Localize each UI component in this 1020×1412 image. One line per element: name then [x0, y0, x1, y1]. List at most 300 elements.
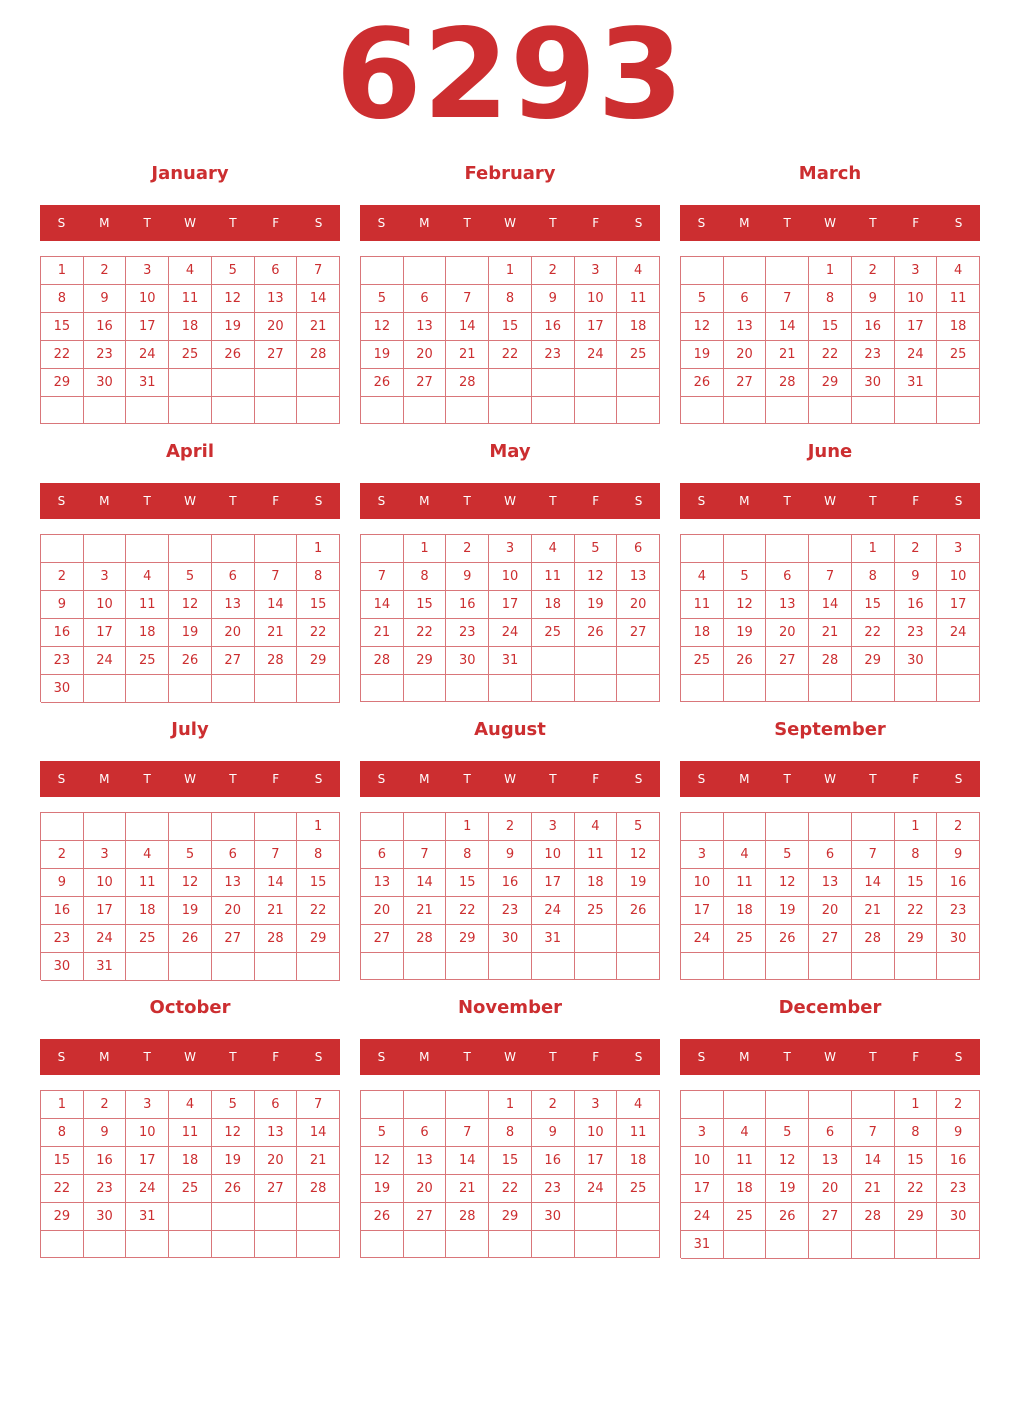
weekday-label: M — [739, 772, 750, 786]
day-cell: 24 — [681, 1203, 724, 1231]
day-cell: 30 — [532, 1203, 575, 1231]
day-cell: 5 — [575, 535, 618, 563]
day-cell: 15 — [41, 313, 84, 341]
day-cell: 30 — [937, 1203, 980, 1231]
day-cell: 28 — [255, 925, 298, 953]
empty-cell — [766, 257, 809, 285]
empty-cell — [446, 257, 489, 285]
weekday-label: M — [419, 494, 430, 508]
day-cell: 26 — [361, 369, 404, 397]
empty-cell — [169, 953, 212, 981]
day-cell: 26 — [766, 1203, 809, 1231]
weekday-label: T — [869, 772, 877, 786]
month-april — [40, 438, 340, 708]
empty-cell — [212, 397, 255, 424]
day-cell: 7 — [809, 563, 852, 591]
day-cell: 30 — [84, 369, 127, 397]
empty-cell — [361, 1091, 404, 1119]
day-cell: 18 — [532, 591, 575, 619]
day-cell: 5 — [169, 841, 212, 869]
month-name: April — [165, 441, 215, 462]
month-name: October — [149, 997, 231, 1018]
day-cell: 21 — [852, 897, 895, 925]
day-cell: 11 — [169, 1119, 212, 1147]
empty-cell — [212, 675, 255, 703]
empty-cell — [489, 1231, 532, 1258]
day-cell: 6 — [617, 535, 660, 563]
day-cell: 23 — [41, 925, 84, 953]
day-cell: 17 — [126, 313, 169, 341]
day-cell: 11 — [126, 591, 169, 619]
empty-cell — [212, 813, 255, 841]
day-cell: 23 — [446, 619, 489, 647]
day-cell: 5 — [766, 1119, 809, 1147]
empty-cell — [681, 675, 724, 702]
empty-cell — [532, 647, 575, 675]
day-cell: 7 — [446, 1119, 489, 1147]
day-cell: 19 — [212, 313, 255, 341]
weekday-label: M — [99, 1050, 110, 1064]
weekday-label: S — [634, 494, 643, 508]
day-cell: 18 — [681, 619, 724, 647]
weekday-label: T — [869, 494, 877, 508]
day-cell: 12 — [169, 869, 212, 897]
day-grid — [40, 1090, 340, 1258]
empty-cell — [724, 257, 767, 285]
day-cell: 27 — [212, 925, 255, 953]
day-cell: 5 — [361, 285, 404, 313]
day-cell: 2 — [489, 813, 532, 841]
day-cell: 9 — [532, 1119, 575, 1147]
weekday-label: S — [697, 216, 706, 230]
day-cell: 5 — [361, 1119, 404, 1147]
weekday-label: W — [504, 772, 516, 786]
day-cell: 14 — [446, 313, 489, 341]
weekday-label: F — [912, 1050, 920, 1064]
empty-cell — [41, 1231, 84, 1258]
empty-cell — [532, 675, 575, 702]
day-cell: 26 — [169, 647, 212, 675]
weekday-label: S — [314, 216, 323, 230]
day-cell: 14 — [404, 869, 447, 897]
day-cell: 28 — [852, 925, 895, 953]
day-cell: 22 — [895, 1175, 938, 1203]
day-cell: 7 — [446, 285, 489, 313]
weekday-label: T — [143, 772, 151, 786]
day-cell: 12 — [617, 841, 660, 869]
day-grid — [360, 534, 660, 702]
day-cell: 25 — [532, 619, 575, 647]
empty-cell — [532, 397, 575, 424]
day-cell: 20 — [255, 1147, 298, 1175]
empty-cell — [617, 369, 660, 397]
empty-cell — [446, 953, 489, 980]
weekday-header — [680, 483, 980, 519]
day-cell: 3 — [681, 1119, 724, 1147]
day-cell: 27 — [617, 619, 660, 647]
day-cell: 2 — [937, 1091, 980, 1119]
day-cell: 15 — [895, 1147, 938, 1175]
day-cell: 17 — [895, 313, 938, 341]
weekday-label: T — [463, 216, 471, 230]
day-cell: 3 — [126, 1091, 169, 1119]
day-cell: 29 — [404, 647, 447, 675]
empty-cell — [617, 925, 660, 953]
empty-cell — [809, 535, 852, 563]
weekday-label: S — [634, 1050, 643, 1064]
day-cell: 23 — [532, 1175, 575, 1203]
day-cell: 22 — [446, 897, 489, 925]
weekday-label: T — [143, 216, 151, 230]
day-cell: 23 — [41, 647, 84, 675]
day-cell: 21 — [446, 341, 489, 369]
weekday-label: S — [57, 494, 66, 508]
empty-cell — [404, 675, 447, 702]
day-cell: 30 — [41, 675, 84, 703]
weekday-header — [360, 761, 660, 797]
empty-cell — [724, 813, 767, 841]
day-cell: 10 — [937, 563, 980, 591]
day-cell: 30 — [937, 925, 980, 953]
day-cell: 15 — [404, 591, 447, 619]
day-cell: 14 — [297, 1119, 340, 1147]
day-cell: 15 — [41, 1147, 84, 1175]
day-cell: 23 — [532, 341, 575, 369]
empty-cell — [852, 1091, 895, 1119]
month-may — [360, 438, 660, 708]
day-cell: 28 — [404, 925, 447, 953]
day-cell: 21 — [297, 1147, 340, 1175]
day-cell: 3 — [681, 841, 724, 869]
day-cell: 11 — [724, 1147, 767, 1175]
weekday-label: S — [377, 1050, 386, 1064]
day-cell: 9 — [489, 841, 532, 869]
empty-cell — [404, 1231, 447, 1258]
month-march — [680, 160, 980, 430]
day-cell: 21 — [361, 619, 404, 647]
day-cell: 4 — [126, 563, 169, 591]
day-cell: 12 — [212, 285, 255, 313]
weekday-header — [360, 1039, 660, 1075]
day-cell: 20 — [255, 313, 298, 341]
empty-cell — [575, 397, 618, 424]
day-cell: 1 — [489, 1091, 532, 1119]
day-cell: 19 — [766, 897, 809, 925]
weekday-header — [680, 205, 980, 241]
day-cell: 12 — [361, 1147, 404, 1175]
month-july — [40, 716, 340, 986]
empty-cell — [766, 675, 809, 702]
day-cell: 8 — [895, 1119, 938, 1147]
day-cell: 6 — [361, 841, 404, 869]
weekday-label: T — [229, 1050, 237, 1064]
day-cell: 15 — [446, 869, 489, 897]
weekday-label: T — [549, 494, 557, 508]
day-cell: 2 — [84, 1091, 127, 1119]
day-cell: 6 — [724, 285, 767, 313]
day-cell: 25 — [169, 341, 212, 369]
weekday-label: S — [377, 216, 386, 230]
day-cell: 25 — [126, 925, 169, 953]
empty-cell — [937, 397, 980, 424]
day-cell: 27 — [255, 1175, 298, 1203]
empty-cell — [126, 535, 169, 563]
weekday-label: W — [504, 494, 516, 508]
day-cell: 3 — [126, 257, 169, 285]
empty-cell — [169, 675, 212, 703]
day-cell: 30 — [852, 369, 895, 397]
empty-cell — [361, 675, 404, 702]
day-cell: 9 — [532, 285, 575, 313]
day-cell: 27 — [766, 647, 809, 675]
weekday-label: S — [314, 1050, 323, 1064]
weekday-label: S — [697, 494, 706, 508]
empty-cell — [617, 397, 660, 424]
month-name: March — [798, 163, 862, 184]
day-cell: 24 — [84, 925, 127, 953]
day-cell: 21 — [297, 313, 340, 341]
day-cell: 2 — [532, 1091, 575, 1119]
day-cell: 10 — [681, 869, 724, 897]
day-cell: 29 — [41, 369, 84, 397]
day-cell: 15 — [297, 869, 340, 897]
day-cell: 15 — [852, 591, 895, 619]
empty-cell — [617, 1203, 660, 1231]
day-cell: 14 — [255, 591, 298, 619]
day-cell: 2 — [446, 535, 489, 563]
month-august — [360, 716, 660, 986]
day-cell: 27 — [255, 341, 298, 369]
day-cell: 6 — [404, 285, 447, 313]
day-cell: 28 — [852, 1203, 895, 1231]
empty-cell — [766, 813, 809, 841]
empty-cell — [809, 1091, 852, 1119]
day-cell: 7 — [404, 841, 447, 869]
empty-cell — [895, 675, 938, 702]
weekday-header — [40, 483, 340, 519]
weekday-label: F — [272, 772, 280, 786]
weekday-label: F — [272, 494, 280, 508]
day-cell: 24 — [489, 619, 532, 647]
day-cell: 12 — [766, 869, 809, 897]
empty-cell — [212, 369, 255, 397]
weekday-label: F — [592, 494, 600, 508]
weekday-label: W — [824, 1050, 836, 1064]
day-cell: 24 — [84, 647, 127, 675]
empty-cell — [255, 1231, 298, 1258]
weekday-label: S — [634, 772, 643, 786]
day-cell: 23 — [84, 1175, 127, 1203]
day-cell: 4 — [724, 1119, 767, 1147]
weekday-label: W — [824, 216, 836, 230]
day-cell: 16 — [84, 1147, 127, 1175]
empty-cell — [84, 397, 127, 424]
weekday-label: T — [549, 1050, 557, 1064]
empty-cell — [297, 953, 340, 981]
day-cell: 28 — [809, 647, 852, 675]
day-cell: 6 — [212, 841, 255, 869]
day-cell: 22 — [297, 897, 340, 925]
day-cell: 16 — [895, 591, 938, 619]
empty-cell — [575, 1231, 618, 1258]
empty-cell — [617, 675, 660, 702]
day-cell: 30 — [489, 925, 532, 953]
empty-cell — [681, 257, 724, 285]
day-cell: 8 — [404, 563, 447, 591]
day-cell: 4 — [169, 1091, 212, 1119]
day-cell: 17 — [489, 591, 532, 619]
empty-cell — [852, 675, 895, 702]
empty-cell — [532, 1231, 575, 1258]
weekday-label: S — [57, 772, 66, 786]
month-november — [360, 994, 660, 1264]
weekday-label: T — [783, 216, 791, 230]
weekday-label: S — [57, 216, 66, 230]
day-cell: 21 — [255, 619, 298, 647]
day-cell: 16 — [84, 313, 127, 341]
day-grid — [40, 812, 340, 980]
empty-cell — [446, 1091, 489, 1119]
month-name: December — [778, 997, 882, 1018]
weekday-label: F — [912, 216, 920, 230]
empty-cell — [489, 953, 532, 980]
empty-cell — [937, 675, 980, 702]
day-cell: 17 — [937, 591, 980, 619]
day-cell: 11 — [937, 285, 980, 313]
day-cell: 30 — [41, 953, 84, 981]
day-cell: 25 — [169, 1175, 212, 1203]
day-cell: 24 — [532, 897, 575, 925]
empty-cell — [212, 1231, 255, 1258]
empty-cell — [937, 953, 980, 980]
day-cell: 23 — [852, 341, 895, 369]
day-cell: 1 — [809, 257, 852, 285]
empty-cell — [169, 535, 212, 563]
empty-cell — [446, 1231, 489, 1258]
empty-cell — [255, 675, 298, 703]
day-cell: 22 — [41, 341, 84, 369]
day-cell: 21 — [404, 897, 447, 925]
empty-cell — [681, 535, 724, 563]
empty-cell — [126, 953, 169, 981]
weekday-label: S — [954, 1050, 963, 1064]
empty-cell — [766, 953, 809, 980]
month-name: August — [474, 719, 546, 740]
weekday-label: M — [739, 494, 750, 508]
day-cell: 15 — [489, 313, 532, 341]
day-cell: 28 — [766, 369, 809, 397]
day-cell: 20 — [212, 619, 255, 647]
day-cell: 13 — [809, 1147, 852, 1175]
day-cell: 19 — [617, 869, 660, 897]
day-cell: 9 — [41, 591, 84, 619]
day-cell: 3 — [575, 1091, 618, 1119]
day-cell: 18 — [937, 313, 980, 341]
day-cell: 5 — [212, 257, 255, 285]
day-cell: 18 — [617, 1147, 660, 1175]
day-cell: 11 — [617, 285, 660, 313]
empty-cell — [361, 397, 404, 424]
weekday-label: T — [463, 1050, 471, 1064]
day-cell: 31 — [895, 369, 938, 397]
day-cell: 3 — [84, 563, 127, 591]
day-cell: 14 — [852, 1147, 895, 1175]
day-cell: 26 — [724, 647, 767, 675]
month-february — [360, 160, 660, 430]
day-cell: 13 — [404, 313, 447, 341]
empty-cell — [937, 647, 980, 675]
empty-cell — [489, 397, 532, 424]
day-cell: 8 — [489, 285, 532, 313]
weekday-label: S — [377, 494, 386, 508]
day-cell: 8 — [489, 1119, 532, 1147]
day-cell: 29 — [895, 925, 938, 953]
day-cell: 3 — [575, 257, 618, 285]
day-cell: 14 — [446, 1147, 489, 1175]
weekday-label: F — [912, 772, 920, 786]
day-cell: 26 — [361, 1203, 404, 1231]
day-cell: 18 — [724, 897, 767, 925]
empty-cell — [41, 535, 84, 563]
empty-cell — [766, 1231, 809, 1259]
weekday-label: S — [314, 494, 323, 508]
day-cell: 19 — [681, 341, 724, 369]
day-cell: 6 — [809, 841, 852, 869]
day-grid — [680, 534, 980, 702]
day-cell: 18 — [126, 897, 169, 925]
empty-cell — [169, 369, 212, 397]
empty-cell — [809, 813, 852, 841]
day-cell: 16 — [532, 313, 575, 341]
day-grid — [680, 256, 980, 424]
weekday-label: T — [869, 216, 877, 230]
empty-cell — [895, 1231, 938, 1259]
empty-cell — [404, 397, 447, 424]
day-cell: 27 — [724, 369, 767, 397]
day-cell: 7 — [297, 257, 340, 285]
day-cell: 9 — [41, 869, 84, 897]
day-cell: 19 — [169, 897, 212, 925]
day-cell: 20 — [361, 897, 404, 925]
day-cell: 16 — [852, 313, 895, 341]
day-cell: 1 — [489, 257, 532, 285]
empty-cell — [404, 1091, 447, 1119]
empty-cell — [297, 369, 340, 397]
weekday-header — [360, 483, 660, 519]
day-cell: 26 — [169, 925, 212, 953]
weekday-label: F — [272, 216, 280, 230]
day-cell: 20 — [404, 1175, 447, 1203]
day-cell: 6 — [766, 563, 809, 591]
day-cell: 19 — [724, 619, 767, 647]
day-cell: 29 — [297, 647, 340, 675]
empty-cell — [681, 953, 724, 980]
day-cell: 29 — [489, 1203, 532, 1231]
day-cell: 1 — [41, 1091, 84, 1119]
day-cell: 26 — [212, 341, 255, 369]
day-cell: 17 — [575, 313, 618, 341]
day-cell: 9 — [937, 1119, 980, 1147]
empty-cell — [575, 1203, 618, 1231]
day-cell: 8 — [41, 285, 84, 313]
day-cell: 1 — [852, 535, 895, 563]
weekday-label: M — [419, 772, 430, 786]
empty-cell — [361, 953, 404, 980]
day-cell: 29 — [297, 925, 340, 953]
weekday-label: W — [504, 1050, 516, 1064]
day-cell: 12 — [724, 591, 767, 619]
day-grid — [40, 534, 340, 702]
